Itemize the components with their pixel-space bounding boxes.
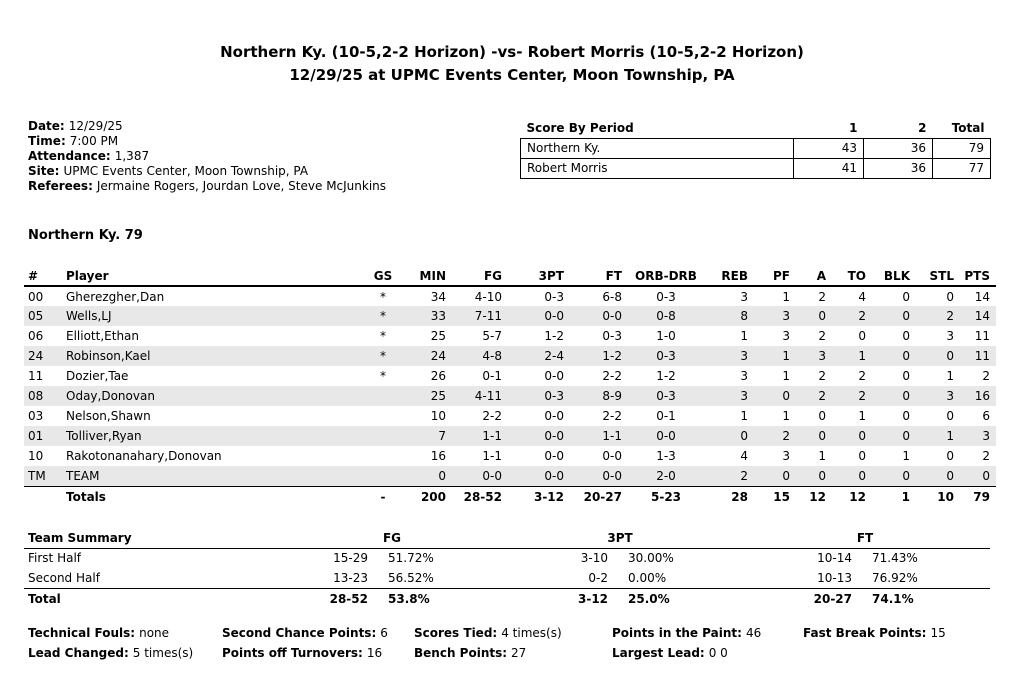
stat-cell-min: 7 [438,429,446,443]
stat-cell-blk: 0 [902,389,910,403]
fg-made-att: 28-52 [284,588,372,610]
total-score: 77 [933,158,991,178]
stat-cell-pts: 6 [982,409,990,423]
stat-cell-pts: 2 [982,449,990,463]
stat-label: Points off Turnovers: [222,646,363,660]
stat-cell-fg: 0-1 [482,369,502,383]
totals-cell-fg: 28-52 [452,486,508,508]
player-stats-table [24,266,996,508]
stat-cell-pf: 3 [782,329,790,343]
stat-cell-orb_drb: 2-0 [656,468,676,483]
stat-cell-pts: 11 [974,329,990,343]
largest-lead-stat [612,646,728,660]
points-in-paint-stat [612,626,761,640]
stat-cell-to: 2 [858,309,866,323]
stat-cell-pts: 16 [974,389,990,403]
stat-cell-blk: 0 [902,349,910,363]
stat-cell-gs [362,386,404,406]
player-table-body [24,286,996,486]
stat-cell-pf: 1 [782,409,790,423]
stat-cell-stl: 3 [946,329,954,343]
stat-cell-no: 00 [28,289,44,304]
ft-made-att: 10-13 [817,570,853,585]
stat-value: 46 [745,626,762,640]
stat-cell-blk: 0 [902,468,910,483]
game-info-referees [28,179,386,194]
stat-value: none [139,626,170,640]
stat-cell-min: 24 [430,349,446,363]
ft-pct: 76.92% [872,570,918,585]
stat-cell-stl: 3 [946,389,954,403]
attendance-value: 1,387 [114,149,150,163]
3pt-pct: 25.0% [612,588,740,610]
stat-cell-min: 33 [430,309,446,323]
stat-cell-stl: 0 [946,449,954,463]
team-name: Northern Ky. [521,138,794,158]
stat-cell-gs: * [380,289,386,304]
player-row [24,406,996,426]
stat-label: Technical Fouls: [28,626,136,640]
column-header: BLK [872,266,916,286]
stat-cell-a: 0 [818,409,826,423]
second-chance-points-stat [222,626,388,640]
summary-fg-header: FG [284,528,500,548]
stat-cell-gs [362,406,404,426]
page-title [0,41,1024,87]
stat-cell-pf: 0 [782,468,790,483]
stat-cell-to: 0 [858,429,866,443]
summary-title: Team Summary [24,528,284,548]
stat-cell-fg: 5-7 [482,329,502,343]
stat-cell-to: 0 [858,449,866,463]
stat-cell-reb: 3 [740,369,748,383]
ft-made-att: 10-14 [817,551,853,566]
score-row-home [521,138,991,158]
ft-pct: 74.1% [856,588,990,610]
stat-cell-pts: 0 [982,468,990,483]
player-row [24,326,996,346]
stat-cell-ft: 1-1 [602,429,622,443]
totals-cell-gs: - [362,486,404,508]
score-header-row [521,119,991,138]
totals-cell-pts: 79 [960,486,996,508]
stat-cell-name: Robinson,Kael [66,349,151,363]
stat-cell-a: 0 [818,429,826,443]
stat-cell-orb_drb: 1-2 [656,369,676,383]
stat-cell-name: Elliott,Ethan [66,329,140,343]
score-header-label: Score By Period [521,119,794,138]
column-header: ORB-DRB [628,266,704,286]
stat-cell-no: 03 [28,409,44,423]
stat-cell-name: Nelson,Shawn [66,409,151,423]
game-info-attendance [28,149,386,164]
stat-cell-min: 10 [430,409,446,423]
stat-cell-tpt: 0-0 [544,468,564,483]
stat-cell-reb: 3 [740,389,748,403]
totals-cell-blk: 1 [872,486,916,508]
stat-cell-pts: 14 [974,289,990,304]
total-header: Total [933,119,991,138]
stat-cell-fg: 1-1 [482,429,502,443]
date-label: Date: [28,119,65,133]
stat-cell-to: 2 [858,389,866,403]
stat-cell-tpt: 0-3 [544,289,564,304]
stat-cell-fg: 4-8 [482,349,502,363]
stat-cell-pts: 11 [974,349,990,363]
stat-cell-orb_drb: 0-3 [656,289,676,304]
lead-changed-stat [28,646,193,660]
player-row [24,446,996,466]
game-info-date [28,119,386,134]
stat-cell-blk: 0 [902,369,910,383]
stat-cell-no: 06 [28,329,44,343]
stat-cell-a: 2 [818,389,826,403]
column-header: A [796,266,832,286]
stat-label: Bench Points: [414,646,508,660]
stat-cell-tpt: 2-4 [544,349,564,363]
stat-cell-blk: 0 [902,289,910,304]
stat-cell-ft: 0-0 [602,468,622,483]
column-header: REB [704,266,754,286]
3pt-made-att: 3-12 [500,588,612,610]
stat-cell-reb: 4 [740,449,748,463]
site-label: Site: [28,164,60,178]
fg-made-att: 13-23 [333,570,368,585]
stat-cell-gs [362,466,404,486]
totals-cell-orb_drb: 5-23 [628,486,704,508]
totals-cell-min: 200 [404,486,452,508]
stat-cell-a: 3 [818,349,826,363]
stat-cell-stl: 1 [946,429,954,443]
stat-cell-name: Tolliver,Ryan [66,429,142,443]
stat-value: 27 [511,646,527,660]
column-header: # [24,266,62,286]
stat-cell-gs: * [380,349,386,363]
stat-cell-fg: 4-10 [474,289,502,304]
summary-header-row [24,528,990,548]
column-header: 3PT [508,266,570,286]
stat-cell-ft: 8-9 [602,389,622,403]
stat-cell-tpt: 0-0 [544,309,564,323]
stat-cell-reb: 3 [740,289,748,304]
stat-cell-a: 0 [818,468,826,483]
totals-row [24,486,996,508]
stat-cell-pf: 0 [782,389,790,403]
stat-cell-tpt: 1-2 [544,329,564,343]
stat-cell-fg: 4-11 [474,389,502,403]
stat-label: Fast Break Points: [803,626,927,640]
stat-cell-tpt: 0-0 [544,369,564,383]
summary-3pt-header: 3PT [500,528,740,548]
stat-cell-to: 0 [858,468,866,483]
player-row [24,286,996,306]
fast-break-points-stat [803,626,946,640]
stat-cell-name: TEAM [66,468,100,483]
stat-cell-min: 0 [438,468,446,483]
player-table-header [24,266,996,286]
time-value: 7:00 PM [69,134,119,148]
period-1-header: 1 [794,119,864,138]
stat-cell-min: 25 [430,389,446,403]
stat-cell-pts: 14 [974,309,990,323]
period-2-score: 36 [864,158,933,178]
total-label: Total [24,588,284,610]
stat-cell-fg: 2-2 [482,409,502,423]
period-1-score: 41 [794,158,864,178]
stat-cell-tpt: 0-0 [544,449,564,463]
team-name: Robert Morris [521,158,794,178]
stat-cell-orb_drb: 1-0 [656,329,676,343]
stat-cell-pts: 3 [982,429,990,443]
column-header: PF [754,266,796,286]
stat-cell-name: Gherezgher,Dan [66,289,165,304]
stat-cell-name: Wells,LJ [66,309,112,323]
stat-cell-ft: 0-0 [602,449,622,463]
stat-cell-name: Oday,Donovan [66,389,155,403]
stat-cell-no: TM [28,468,46,483]
stat-cell-a: 2 [818,289,826,304]
totals-cell-name: Totals [62,486,362,508]
stat-cell-orb_drb: 0-0 [656,429,676,443]
half-label: Second Half [28,570,100,585]
3pt-pct: 30.00% [628,551,674,566]
stat-cell-stl: 0 [946,409,954,423]
totals-cell-ft: 20-27 [570,486,628,508]
stat-label: Scores Tied: [414,626,498,640]
stat-cell-to: 1 [858,409,866,423]
stat-cell-blk: 0 [902,429,910,443]
stat-cell-ft: 0-3 [602,329,622,343]
fg-pct: 53.8% [372,588,500,610]
player-row [24,466,996,486]
stat-value: 0 0 [708,646,728,660]
stat-cell-reb: 2 [740,468,748,483]
game-info-time [28,134,386,149]
scores-tied-stat [414,626,562,640]
referees-label: Referees: [28,179,93,193]
ft-pct: 71.43% [872,551,918,566]
stat-cell-no: 24 [28,349,44,363]
stat-cell-reb: 8 [740,309,748,323]
stat-cell-pts: 2 [982,369,990,383]
stat-cell-orb_drb: 0-8 [656,309,676,323]
stat-cell-pf: 1 [782,349,790,363]
stat-cell-no: 11 [28,369,44,383]
game-info-block [28,119,386,194]
stat-cell-reb: 1 [740,409,748,423]
totals-cell-a: 12 [796,486,832,508]
stat-cell-no: 01 [28,429,44,443]
stat-cell-no: 05 [28,309,44,323]
stat-cell-stl: 0 [946,289,954,304]
3pt-made-att: 0-2 [588,570,609,585]
date-value: 12/29/25 [68,119,123,133]
stat-cell-blk: 0 [902,329,910,343]
column-header: MIN [404,266,452,286]
half-label: First Half [28,551,82,566]
summary-ft-header: FT [740,528,990,548]
stat-cell-pf: 1 [782,289,790,304]
stat-cell-reb: 0 [740,429,748,443]
venue-subtitle: 12/29/25 at UPMC Events Center, Moon Township, PA [289,66,735,84]
stat-cell-orb_drb: 0-3 [656,349,676,363]
totals-cell-to: 12 [832,486,872,508]
stat-cell-a: 0 [818,309,826,323]
stat-cell-blk: 0 [902,309,910,323]
stat-cell-stl: 0 [946,349,954,363]
stat-cell-blk: 1 [902,449,910,463]
column-header: Player [62,266,362,286]
summary-total-row [24,588,990,610]
team-score-heading: Northern Ky. 79 [28,228,143,243]
period-1-score: 43 [794,138,864,158]
team-summary-table [24,528,990,610]
stat-value: 6 [380,626,388,640]
stat-cell-ft: 6-8 [602,289,622,304]
stat-cell-ft: 2-2 [602,409,622,423]
stat-value: 5 times(s) [132,646,194,660]
time-label: Time: [28,134,66,148]
stat-cell-pf: 3 [782,309,790,323]
stat-cell-reb: 1 [740,329,748,343]
stat-cell-ft: 1-2 [602,349,622,363]
attendance-label: Attendance: [28,149,111,163]
score-by-period-table [520,119,991,179]
score-row-away [521,158,991,178]
stat-cell-gs: * [380,329,386,343]
stat-cell-pf: 2 [782,429,790,443]
game-info-site [28,164,386,179]
site-value: UPMC Events Center, Moon Township, PA [63,164,309,178]
totals-cell-pf: 15 [754,486,796,508]
3pt-pct: 0.00% [628,570,667,585]
stat-cell-fg: 0-0 [482,468,502,483]
stat-cell-to: 4 [858,289,866,304]
stat-cell-ft: 2-2 [602,369,622,383]
stat-cell-a: 1 [818,449,826,463]
stat-label: Second Chance Points: [222,626,377,640]
stat-value: 4 times(s) [501,626,562,640]
bench-points-stat [414,646,526,660]
stat-cell-gs [362,426,404,446]
stat-cell-stl: 0 [946,468,954,483]
player-row [24,306,996,326]
column-header: GS [362,266,404,286]
stat-cell-fg: 7-11 [474,309,502,323]
player-row [24,426,996,446]
stat-cell-min: 16 [430,449,446,463]
player-row [24,366,996,386]
stat-cell-blk: 0 [902,409,910,423]
totals-cell-tpt: 3-12 [508,486,570,508]
stat-cell-tpt: 0-0 [544,429,564,443]
stat-cell-name: Dozier,Tae [66,369,129,383]
stat-label: Points in the Paint: [612,626,742,640]
stat-cell-stl: 1 [946,369,954,383]
column-header: STL [916,266,960,286]
stat-cell-tpt: 0-3 [544,389,564,403]
summary-row-first-half [24,548,990,568]
stat-cell-fg: 1-1 [482,449,502,463]
ft-made-att: 20-27 [740,588,856,610]
stat-cell-gs: * [380,369,386,383]
stat-cell-pf: 1 [782,369,790,383]
fg-made-att: 15-29 [333,551,368,566]
column-header: FG [452,266,508,286]
matchup-title: Northern Ky. (10-5,2-2 Horizon) -vs- Robert Morris (10-5,2-2 Horizon) [220,43,804,61]
column-header: PTS [960,266,996,286]
stat-cell-to: 0 [858,329,866,343]
period-2-header: 2 [864,119,933,138]
stat-cell-min: 26 [430,369,446,383]
totals-cell-reb: 28 [704,486,754,508]
stat-cell-ft: 0-0 [602,309,622,323]
stat-cell-orb_drb: 1-3 [656,449,676,463]
total-score: 79 [933,138,991,158]
stat-cell-gs: * [380,309,386,323]
stat-label: Lead Changed: [28,646,129,660]
stat-cell-gs [362,446,404,466]
stat-cell-to: 2 [858,369,866,383]
stat-cell-tpt: 0-0 [544,409,564,423]
totals-cell-no [24,486,62,508]
points-off-turnovers-stat [222,646,382,660]
column-header: TO [832,266,872,286]
technical-fouls-stat [28,626,169,640]
stat-cell-pf: 3 [782,449,790,463]
stat-cell-orb_drb: 0-1 [656,409,676,423]
fg-pct: 56.52% [388,570,434,585]
stat-cell-to: 1 [858,349,866,363]
stat-label: Largest Lead: [612,646,705,660]
summary-row-second-half [24,568,990,588]
stat-cell-reb: 3 [740,349,748,363]
stat-cell-stl: 2 [946,309,954,323]
stat-value: 15 [930,626,946,640]
stat-value: 16 [366,646,383,660]
referees-value: Jermaine Rogers, Jourdan Love, Steve McJunkins [96,179,387,193]
stat-cell-a: 2 [818,369,826,383]
period-2-score: 36 [864,138,933,158]
column-header: FT [570,266,628,286]
stat-cell-no: 08 [28,389,44,403]
fg-pct: 51.72% [388,551,434,566]
stat-cell-a: 2 [818,329,826,343]
stat-cell-min: 34 [430,289,446,304]
stat-cell-orb_drb: 0-3 [656,389,676,403]
stat-cell-min: 25 [430,329,446,343]
totals-cell-stl: 10 [916,486,960,508]
player-row [24,346,996,366]
stat-cell-name: Rakotonanahary,Donovan [66,449,222,463]
stat-cell-no: 10 [28,449,44,463]
3pt-made-att: 3-10 [580,551,609,566]
player-row [24,386,996,406]
